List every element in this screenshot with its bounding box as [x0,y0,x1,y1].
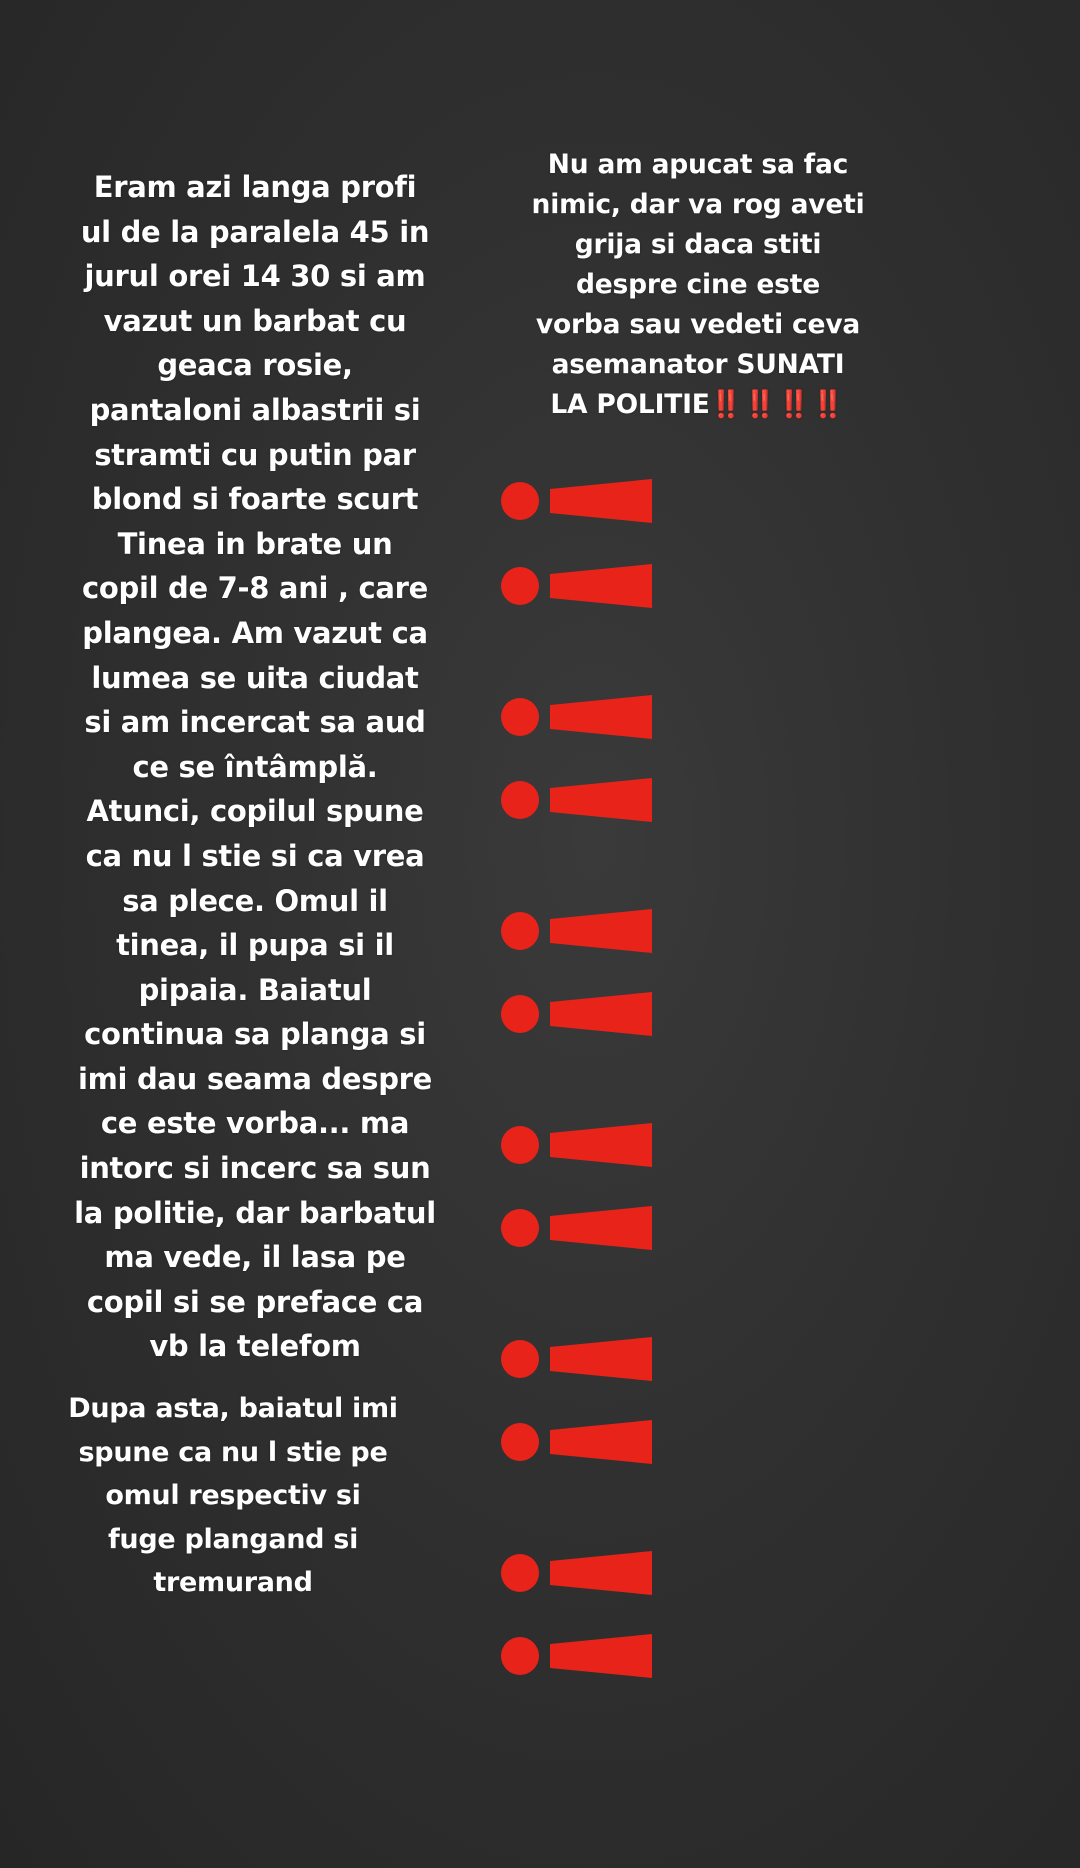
exclamation-mark-icon [500,1631,655,1681]
warning-message: Nu am apucat sa fac nimic, dar va rog aveti grija si daca stiti despre cine este vorba sau vedeti ceva asemanator SUNATI LA POLITIE [531,149,865,420]
exclamation-mark-icon [500,692,655,742]
story-warning-text [518,145,878,425]
warning-emphasis-marks: ‼️‼️‼️‼️ [709,389,846,420]
exclamation-mark-icon [500,775,655,825]
exclamation-mark-icon [500,906,655,956]
exclamation-mark-icon [500,561,655,611]
story-ending-text: Dupa asta, baiatul imi spune ca nu l stie pe omul respectiv si fuge plangand si tremurand [68,1393,398,1598]
exclamation-mark-icon [500,476,655,526]
exclamation-mark-icon [500,1548,655,1598]
exclamation-mark-icon [500,1120,655,1170]
exclamation-mark-icon [500,989,655,1039]
exclamation-mark-icon [500,1417,655,1467]
story-main-text: Eram azi langa profi ul de la paralela 45 in jurul orei 14 30 si am vazut un barbat cu geaca rosie, pantaloni albastrii si stramti cu putin par blond si foarte scurt Tinea in brate un copil de 7-8 ani , care plangea. Am vazut ca lumea se uita ciudat si am incercat sa aud ce se întâmplă. Atunci, copilul spune ca nu l stie si ca vrea sa plece. Omul il tinea, il pupa si il pipaia. Baiatul continua sa planga si imi dau seama despre ce este vorba... ma intorc si incerc sa sun la politie, dar barbatul ma vede, il lasa pe copil si se preface ca vb la telefom [74,170,436,1364]
exclamation-mark-icon [500,1203,655,1253]
exclamation-mark-icon [500,1334,655,1384]
